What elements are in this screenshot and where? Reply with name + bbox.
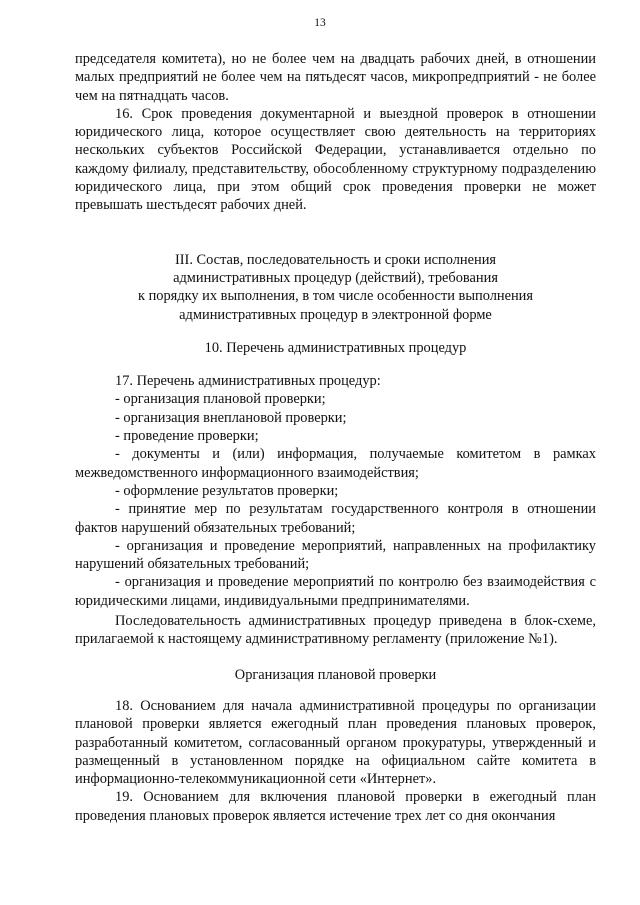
- paragraph-continuation: председателя комитета), но не более чем на двадцать рабочих дней, в отношении малых предприятий не более чем на пятьдесят часов, микропредприятий - не более чем на пятнадцать часов.: [75, 51, 596, 104]
- subsection-title: 10. Перечень административных процедур: [204, 339, 467, 356]
- section-title: [75, 251, 596, 324]
- paragraph-16: 16. Срок проведения документарной и выездной проверок в отношении юридического лица, которое осуществляет свою деятельность на территориях нескольких субъектов Российской Федерации, устанавливается отдельно по каждому филиалу, представительству, обособленному структурному подразделению юридического лица, при этом общий срок проведения проверки не может превышать шестьдесят рабочих дней.: [75, 105, 596, 214]
- section-title-line: административных процедур в электронной форме: [179, 306, 492, 323]
- paragraph-18: 18. Основанием для начала административной процедуры по организации плановой проверки является ежегодный план проведения плановых проверок, разработанный комитетом, согласованный органом прокуратуры, утвержденный и размещенный в установленном порядке на официальном сайте комитета в информационно-телекоммуникационной сети «Интернет».: [75, 697, 596, 788]
- list-item: - организация и проведение мероприятий по контролю без взаимодействия с юридическими лицами, индивидуальными предпринимателями.: [75, 574, 596, 609]
- list-item: - организация внеплановой проверки;: [115, 409, 347, 426]
- list-item: - документы и (или) информация, получаемые комитетом в рамках межведомственного информационного взаимодействия;: [75, 446, 596, 481]
- paragraph-19: 19. Основанием для включения плановой проверки в ежегодный план проведения плановых проверок является истечение трех лет со дня окончания: [75, 789, 596, 824]
- page-number: 13: [314, 17, 326, 29]
- section-title-line: административных процедур (действий), требования: [173, 269, 498, 286]
- list-item: - проведение проверки;: [115, 428, 259, 445]
- section-title-line: III. Состав, последовательность и сроки исполнения: [174, 251, 497, 268]
- subsection-title-planned-inspection: Организация плановой проверки: [234, 666, 437, 683]
- paragraph-sequence: Последовательность административных процедур приведена в блок-схеме, прилагаемой к настоящему административному регламенту (приложение №1).: [75, 613, 596, 648]
- document-body: [75, 50, 596, 825]
- section-title-line: к порядку их выполнения, в том числе особенности выполнения: [137, 288, 533, 305]
- list-item: - принятие мер по результатам государственного контроля в отношении фактов нарушений обязательных требований;: [75, 501, 596, 536]
- list-item: - организация плановой проверки;: [115, 391, 326, 408]
- list-item: - организация и проведение мероприятий, направленных на профилактику нарушений обязательных требований;: [75, 537, 596, 573]
- list-item: - оформление результатов проверки;: [115, 482, 339, 499]
- paragraph-17-intro: 17. Перечень административных процедур:: [115, 373, 381, 390]
- procedures-list: [75, 390, 596, 610]
